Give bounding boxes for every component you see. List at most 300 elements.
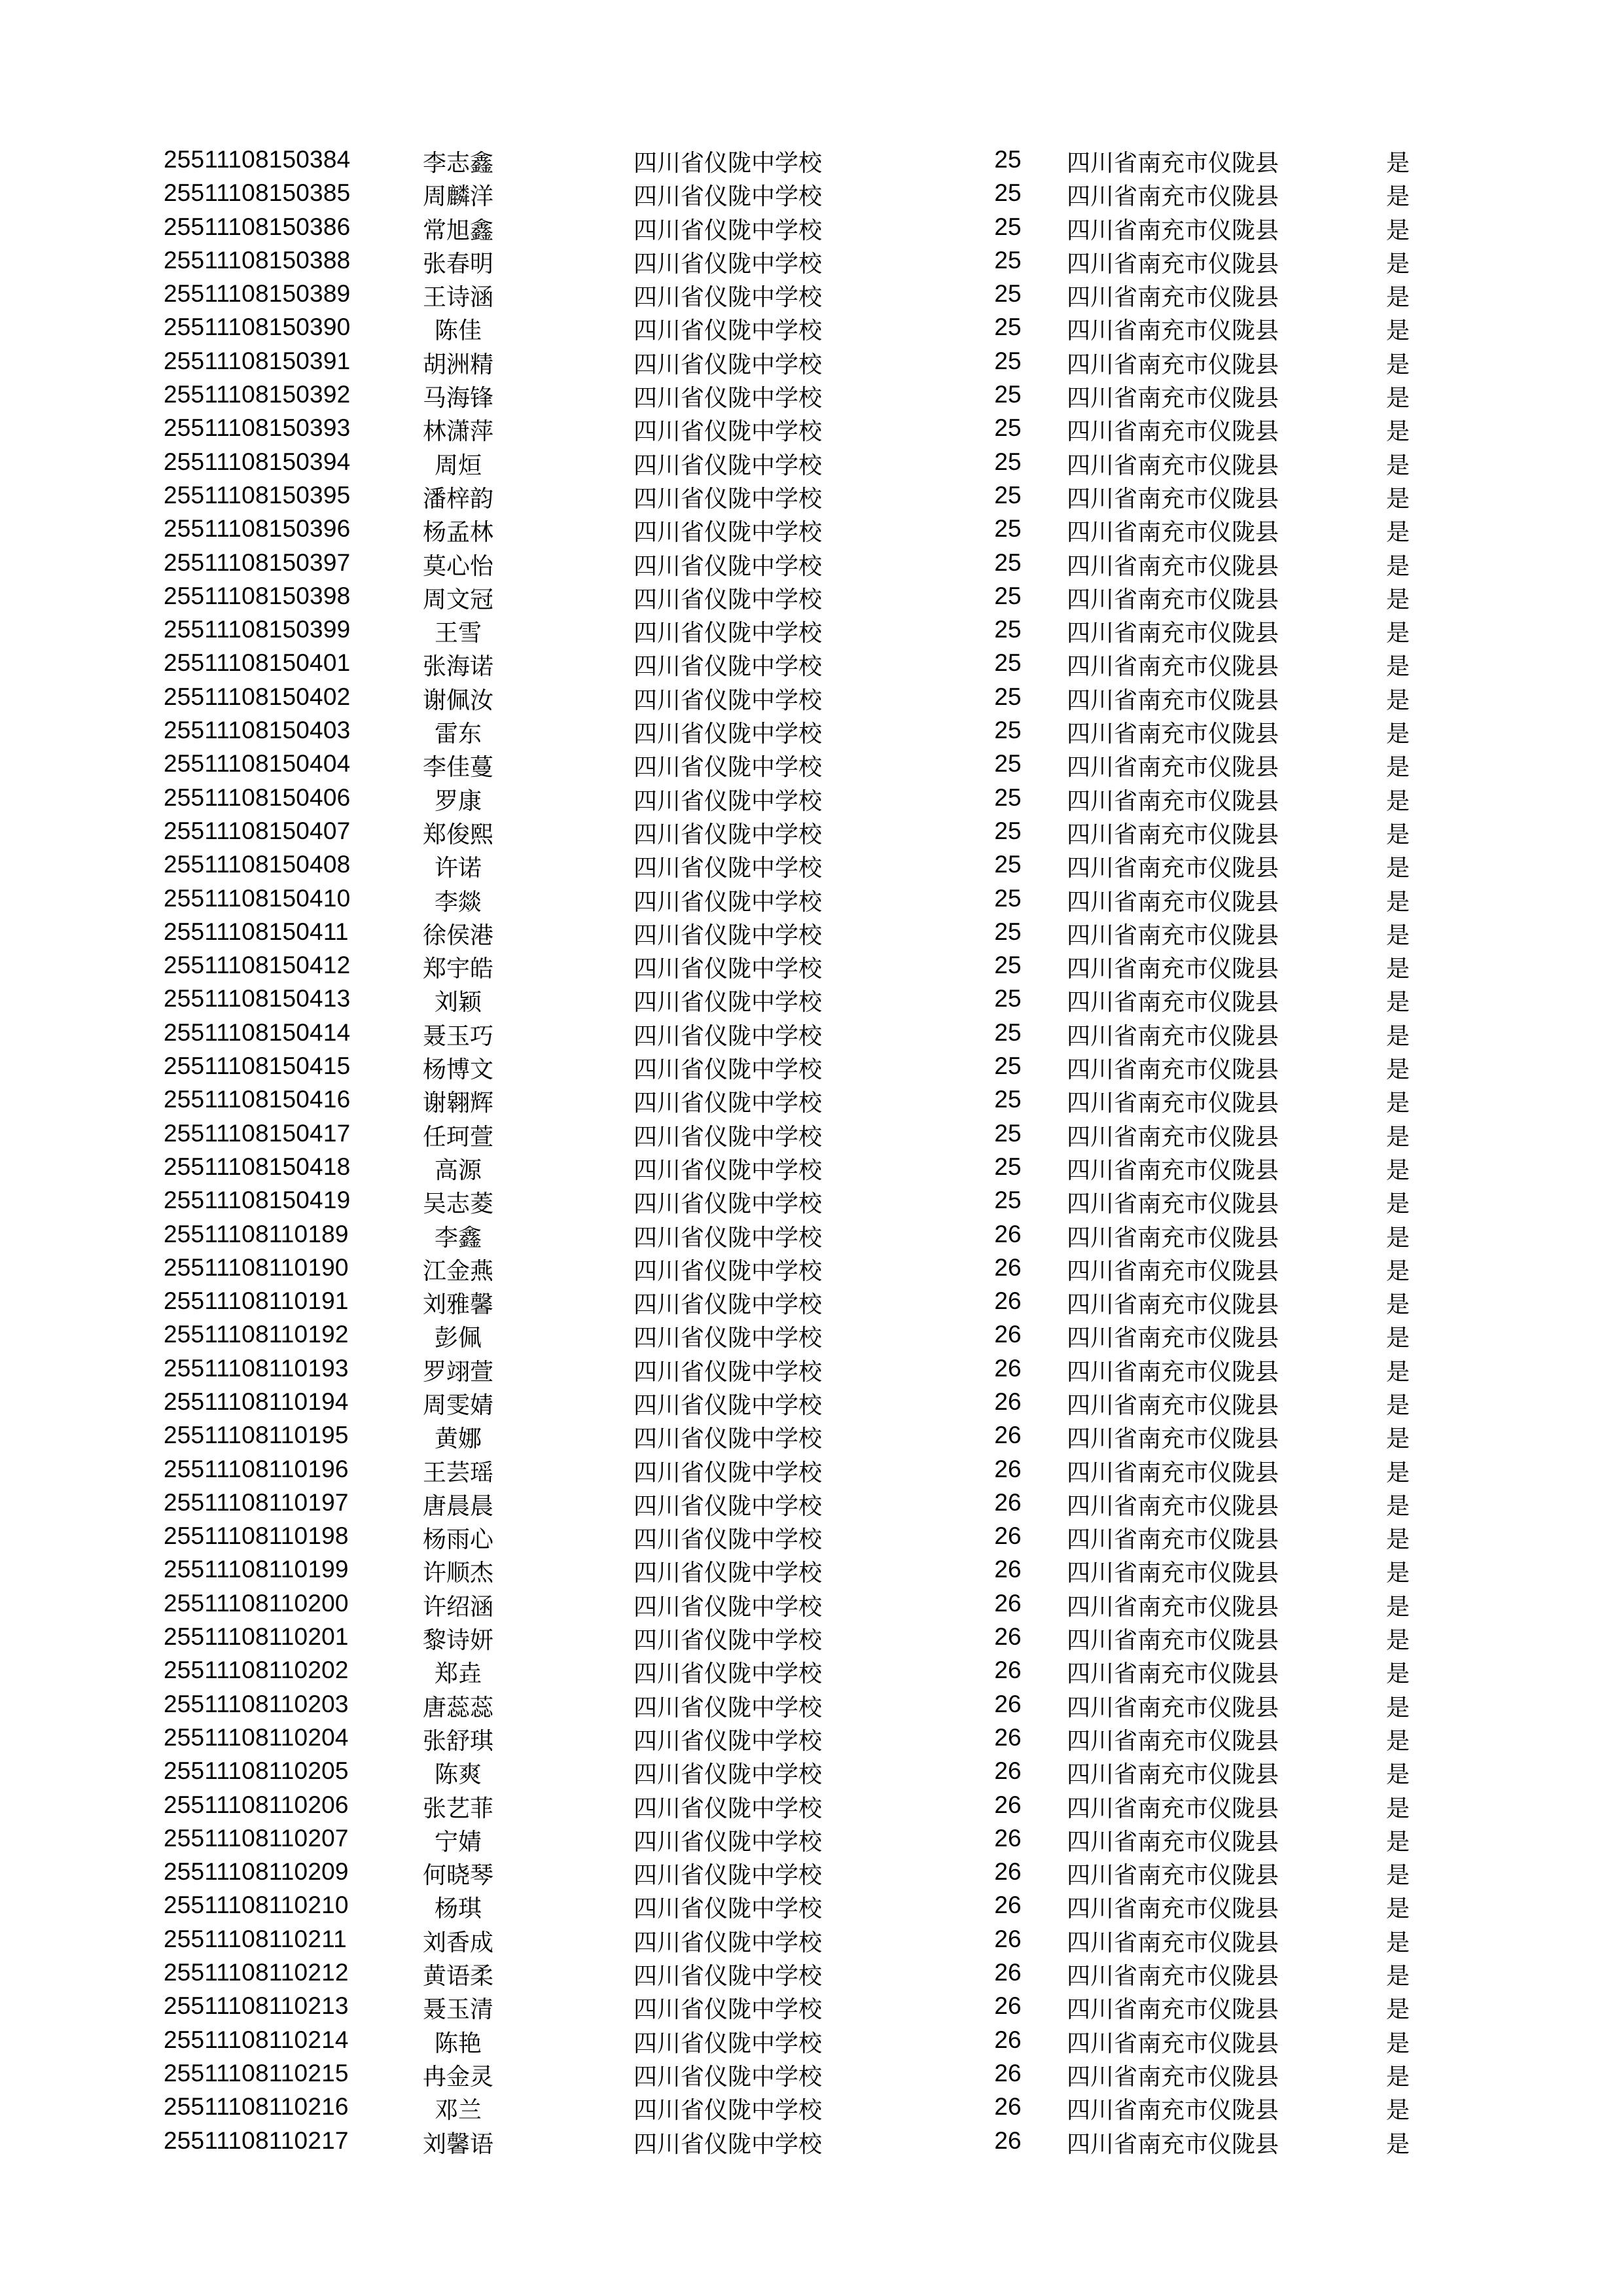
- number-cell: 25: [994, 246, 1022, 274]
- flag-cell: 是: [1386, 1560, 1410, 1587]
- number-cell: 25: [994, 448, 1022, 475]
- student-name-cell: 莫心怡: [422, 552, 493, 580]
- student-name-cell: 陈艳: [434, 2030, 482, 2057]
- region-cell: 四川省南充市仪陇县: [1067, 1862, 1279, 1890]
- exam-id-cell: 25511108150385: [164, 179, 351, 207]
- number-cell: 25: [994, 616, 1022, 643]
- exam-id-cell: 25511108150399: [164, 616, 351, 643]
- exam-id-cell: 25511108150386: [164, 213, 351, 240]
- region-cell: 四川省南充市仪陇县: [1067, 485, 1279, 512]
- region-cell: 四川省南充市仪陇县: [1067, 519, 1279, 547]
- exam-id-cell: 25511108110200: [164, 1589, 349, 1617]
- exam-id-cell: 25511108150417: [164, 1119, 351, 1147]
- exam-id-cell: 25511108110214: [164, 2026, 349, 2053]
- school-cell: 四川省仪陇中学校: [633, 2030, 823, 2057]
- exam-id-cell: 25511108110213: [164, 1992, 349, 2020]
- number-cell: 25: [994, 884, 1022, 912]
- school-cell: 四川省仪陇中学校: [633, 922, 823, 949]
- table-row: [0, 1857, 1623, 1891]
- flag-cell: 是: [1386, 1459, 1410, 1486]
- student-name-cell: 杨雨心: [422, 1526, 493, 1554]
- school-cell: 四川省仪陇中学校: [633, 1727, 823, 1755]
- table-row: [0, 649, 1623, 682]
- region-cell: 四川省南充市仪陇县: [1067, 956, 1279, 983]
- region-cell: 四川省南充市仪陇县: [1067, 1795, 1279, 1822]
- exam-id-cell: 25511108150393: [164, 414, 351, 442]
- region-cell: 四川省南充市仪陇县: [1067, 1660, 1279, 1688]
- number-cell: 25: [994, 1187, 1022, 1214]
- school-cell: 四川省仪陇中学校: [633, 1560, 823, 1587]
- flag-cell: 是: [1386, 1963, 1410, 1990]
- region-cell: 四川省南充市仪陇县: [1067, 1895, 1279, 1923]
- student-name-cell: 周雯婧: [422, 1391, 493, 1419]
- school-cell: 四川省仪陇中学校: [633, 351, 823, 378]
- exam-id-cell: 25511108150392: [164, 381, 351, 408]
- student-name-cell: 李燚: [434, 888, 482, 916]
- school-cell: 四川省仪陇中学校: [633, 183, 823, 211]
- student-name-cell: 聂玉巧: [422, 1022, 493, 1050]
- region-cell: 四川省南充市仪陇县: [1067, 385, 1279, 412]
- number-cell: 25: [994, 481, 1022, 509]
- student-name-cell: 高源: [434, 1157, 482, 1184]
- student-name-cell: 冉金灵: [422, 2063, 493, 2090]
- number-cell: 26: [994, 2059, 1022, 2087]
- number-cell: 25: [994, 851, 1022, 878]
- exam-id-cell: 25511108150410: [164, 884, 351, 912]
- region-cell: 四川省南充市仪陇县: [1067, 2097, 1279, 2125]
- school-cell: 四川省仪陇中学校: [633, 452, 823, 479]
- school-cell: 四川省仪陇中学校: [633, 385, 823, 412]
- student-name-cell: 郑宇皓: [422, 956, 493, 983]
- flag-cell: 是: [1386, 385, 1410, 412]
- student-name-cell: 彭佩: [434, 1325, 482, 1352]
- table-row: [0, 1119, 1623, 1153]
- table-row: [0, 1958, 1623, 1992]
- table-row: [0, 1085, 1623, 1119]
- student-name-cell: 刘馨语: [422, 2130, 493, 2158]
- school-cell: 四川省仪陇中学校: [633, 888, 823, 916]
- flag-cell: 是: [1386, 1325, 1410, 1352]
- table-row: [0, 1690, 1623, 1723]
- school-cell: 四川省仪陇中学校: [633, 956, 823, 983]
- number-cell: 25: [994, 414, 1022, 442]
- flag-cell: 是: [1386, 1391, 1410, 1419]
- number-cell: 25: [994, 1153, 1022, 1180]
- number-cell: 26: [994, 2026, 1022, 2053]
- exam-id-cell: 25511108150412: [164, 952, 351, 979]
- school-cell: 四川省仪陇中学校: [633, 1426, 823, 1453]
- school-cell: 四川省仪陇中学校: [633, 2130, 823, 2158]
- school-cell: 四川省仪陇中学校: [633, 1257, 823, 1285]
- student-name-cell: 李志鑫: [422, 150, 493, 177]
- student-name-cell: 许绍涵: [422, 1593, 493, 1621]
- exam-id-cell: 25511108110206: [164, 1791, 349, 1818]
- region-cell: 四川省南充市仪陇县: [1067, 1560, 1279, 1587]
- student-name-cell: 周烜: [434, 452, 482, 479]
- table-row: [0, 850, 1623, 884]
- flag-cell: 是: [1386, 250, 1410, 278]
- school-cell: 四川省仪陇中学校: [633, 519, 823, 547]
- student-name-cell: 周文冠: [422, 586, 493, 613]
- school-cell: 四川省仪陇中学校: [633, 284, 823, 312]
- student-name-cell: 张艺菲: [422, 1795, 493, 1822]
- number-cell: 26: [994, 1488, 1022, 1516]
- region-cell: 四川省南充市仪陇县: [1067, 1191, 1279, 1218]
- flag-cell: 是: [1386, 586, 1410, 613]
- region-cell: 四川省南充市仪陇县: [1067, 1459, 1279, 1486]
- table-row: [0, 1220, 1623, 1253]
- school-cell: 四川省仪陇中学校: [633, 1593, 823, 1621]
- number-cell: 26: [994, 2093, 1022, 2121]
- student-name-cell: 常旭鑫: [422, 217, 493, 244]
- flag-cell: 是: [1386, 922, 1410, 949]
- table-row: [0, 1052, 1623, 1085]
- number-cell: 26: [994, 1455, 1022, 1482]
- exam-id-cell: 25511108110194: [164, 1388, 349, 1415]
- region-cell: 四川省南充市仪陇县: [1067, 620, 1279, 647]
- exam-id-cell: 25511108150396: [164, 515, 351, 543]
- student-name-cell: 潘梓韵: [422, 485, 493, 512]
- exam-id-cell: 25511108110217: [164, 2126, 349, 2154]
- flag-cell: 是: [1386, 183, 1410, 211]
- region-cell: 四川省南充市仪陇县: [1067, 1963, 1279, 1990]
- school-cell: 四川省仪陇中学校: [633, 150, 823, 177]
- table-row: [0, 1757, 1623, 1790]
- exam-id-cell: 25511108110210: [164, 1892, 349, 1919]
- region-cell: 四川省南充市仪陇县: [1067, 1090, 1279, 1117]
- flag-cell: 是: [1386, 754, 1410, 781]
- flag-cell: 是: [1386, 1727, 1410, 1755]
- flag-cell: 是: [1386, 687, 1410, 714]
- number-cell: 25: [994, 985, 1022, 1013]
- flag-cell: 是: [1386, 855, 1410, 882]
- exam-id-cell: 25511108110197: [164, 1488, 349, 1516]
- region-cell: 四川省南充市仪陇县: [1067, 754, 1279, 781]
- student-name-cell: 陈佳: [434, 317, 482, 345]
- region-cell: 四川省南充市仪陇县: [1067, 284, 1279, 312]
- flag-cell: 是: [1386, 1828, 1410, 1856]
- region-cell: 四川省南充市仪陇县: [1067, 1727, 1279, 1755]
- school-cell: 四川省仪陇中学校: [633, 1492, 823, 1520]
- exam-id-cell: 25511108110193: [164, 1354, 349, 1382]
- student-name-cell: 邓兰: [434, 2097, 482, 2125]
- flag-cell: 是: [1386, 1291, 1410, 1319]
- number-cell: 25: [994, 952, 1022, 979]
- exam-id-cell: 25511108110199: [164, 1556, 349, 1583]
- exam-id-cell: 25511108110189: [164, 1220, 349, 1247]
- table-row: [0, 2126, 1623, 2160]
- region-cell: 四川省南充市仪陇县: [1067, 217, 1279, 244]
- region-cell: 四川省南充市仪陇县: [1067, 1123, 1279, 1151]
- table-row: [0, 1891, 1623, 1924]
- flag-cell: 是: [1386, 217, 1410, 244]
- school-cell: 四川省仪陇中学校: [633, 1963, 823, 1990]
- flag-cell: 是: [1386, 2130, 1410, 2158]
- student-name-cell: 马海锋: [422, 385, 493, 412]
- number-cell: 26: [994, 1690, 1022, 1717]
- region-cell: 四川省南充市仪陇县: [1067, 1426, 1279, 1453]
- school-cell: 四川省仪陇中学校: [633, 485, 823, 512]
- student-name-cell: 徐侯港: [422, 922, 493, 949]
- region-cell: 四川省南充市仪陇县: [1067, 2063, 1279, 2090]
- flag-cell: 是: [1386, 552, 1410, 580]
- school-cell: 四川省仪陇中学校: [633, 1459, 823, 1486]
- school-cell: 四川省仪陇中学校: [633, 855, 823, 882]
- exam-id-cell: 25511108150411: [164, 918, 349, 945]
- region-cell: 四川省南充市仪陇县: [1067, 1761, 1279, 1789]
- number-cell: 26: [994, 1925, 1022, 1952]
- region-cell: 四川省南充市仪陇县: [1067, 552, 1279, 580]
- number-cell: 26: [994, 1723, 1022, 1751]
- student-name-cell: 李鑫: [434, 1224, 482, 1251]
- exam-id-cell: 25511108150414: [164, 1018, 351, 1046]
- school-cell: 四川省仪陇中学校: [633, 687, 823, 714]
- region-cell: 四川省南充市仪陇县: [1067, 1828, 1279, 1856]
- school-cell: 四川省仪陇中学校: [633, 1022, 823, 1050]
- number-cell: 26: [994, 1892, 1022, 1919]
- table-row: [0, 246, 1623, 279]
- exam-id-cell: 25511108110192: [164, 1321, 349, 1348]
- school-cell: 四川省仪陇中学校: [633, 1358, 823, 1386]
- table-row: [0, 380, 1623, 414]
- table-row: [0, 145, 1623, 179]
- number-cell: 26: [994, 1791, 1022, 1818]
- region-cell: 四川省南充市仪陇县: [1067, 1391, 1279, 1419]
- table-row: [0, 1488, 1623, 1522]
- region-cell: 四川省南充市仪陇县: [1067, 1325, 1279, 1352]
- table-row: [0, 1455, 1623, 1488]
- school-cell: 四川省仪陇中学校: [633, 1157, 823, 1184]
- region-cell: 四川省南充市仪陇县: [1067, 1526, 1279, 1554]
- student-name-cell: 唐晨晨: [422, 1492, 493, 1520]
- table-row: [0, 1824, 1623, 1857]
- region-cell: 四川省南充市仪陇县: [1067, 1627, 1279, 1655]
- school-cell: 四川省仪陇中学校: [633, 1123, 823, 1151]
- table-row: [0, 783, 1623, 817]
- region-cell: 四川省南充市仪陇县: [1067, 1593, 1279, 1621]
- number-cell: 25: [994, 381, 1022, 408]
- student-name-cell: 宁婧: [434, 1828, 482, 1856]
- exam-id-cell: 25511108110203: [164, 1690, 349, 1717]
- table-row: [0, 1354, 1623, 1388]
- table-row: [0, 548, 1623, 582]
- student-name-cell: 谢翱辉: [422, 1090, 493, 1117]
- number-cell: 25: [994, 717, 1022, 744]
- number-cell: 26: [994, 1757, 1022, 1785]
- exam-id-cell: 25511108110201: [164, 1623, 349, 1651]
- number-cell: 26: [994, 1321, 1022, 1348]
- exam-id-cell: 25511108150398: [164, 582, 351, 609]
- number-cell: 25: [994, 213, 1022, 240]
- number-cell: 25: [994, 1086, 1022, 1113]
- school-cell: 四川省仪陇中学校: [633, 317, 823, 345]
- exam-id-cell: 25511108150402: [164, 683, 351, 710]
- table-row: [0, 1253, 1623, 1287]
- number-cell: 25: [994, 280, 1022, 308]
- exam-id-cell: 25511108150403: [164, 717, 351, 744]
- student-name-cell: 刘雅馨: [422, 1291, 493, 1319]
- school-cell: 四川省仪陇中学校: [633, 1056, 823, 1084]
- number-cell: 25: [994, 1018, 1022, 1046]
- flag-cell: 是: [1386, 1123, 1410, 1151]
- exam-id-cell: 25511108110209: [164, 1858, 349, 1886]
- exam-id-cell: 25511108110205: [164, 1757, 349, 1785]
- school-cell: 四川省仪陇中学校: [633, 1694, 823, 1721]
- school-cell: 四川省仪陇中学校: [633, 989, 823, 1016]
- table-row: [0, 2092, 1623, 2126]
- number-cell: 25: [994, 649, 1022, 677]
- number-cell: 26: [994, 1824, 1022, 1852]
- number-cell: 26: [994, 1992, 1022, 2020]
- flag-cell: 是: [1386, 1895, 1410, 1923]
- region-cell: 四川省南充市仪陇县: [1067, 855, 1279, 882]
- school-cell: 四川省仪陇中学校: [633, 586, 823, 613]
- exam-id-cell: 25511108110190: [164, 1253, 349, 1281]
- table-row: [0, 1388, 1623, 1421]
- table-row: [0, 1522, 1623, 1555]
- region-cell: 四川省南充市仪陇县: [1067, 1929, 1279, 1956]
- school-cell: 四川省仪陇中学校: [633, 1996, 823, 2024]
- student-name-cell: 王芸瑶: [422, 1459, 493, 1486]
- table-row: [0, 2026, 1623, 2059]
- region-cell: 四川省南充市仪陇县: [1067, 922, 1279, 949]
- student-name-cell: 张舒琪: [422, 1727, 493, 1755]
- exam-id-cell: 25511108150413: [164, 985, 351, 1013]
- number-cell: 26: [994, 2126, 1022, 2154]
- student-name-cell: 唐蕊蕊: [422, 1694, 493, 1721]
- table-row: [0, 615, 1623, 649]
- school-cell: 四川省仪陇中学校: [633, 1761, 823, 1789]
- exam-id-cell: 25511108150389: [164, 280, 351, 308]
- student-name-cell: 林潇萍: [422, 418, 493, 446]
- table-row: [0, 1186, 1623, 1219]
- exam-id-cell: 25511108110215: [164, 2059, 349, 2087]
- student-name-cell: 黎诗妍: [422, 1627, 493, 1655]
- flag-cell: 是: [1386, 1862, 1410, 1890]
- number-cell: 26: [994, 1556, 1022, 1583]
- exam-id-cell: 25511108150391: [164, 347, 351, 374]
- table-row: [0, 1320, 1623, 1354]
- number-cell: 25: [994, 918, 1022, 945]
- student-name-cell: 罗康: [434, 787, 482, 815]
- flag-cell: 是: [1386, 787, 1410, 815]
- flag-cell: 是: [1386, 1224, 1410, 1251]
- table-row: [0, 1421, 1623, 1454]
- table-row: [0, 279, 1623, 313]
- number-cell: 26: [994, 1253, 1022, 1281]
- region-cell: 四川省南充市仪陇县: [1067, 989, 1279, 1016]
- region-cell: 四川省南充市仪陇县: [1067, 1358, 1279, 1386]
- flag-cell: 是: [1386, 485, 1410, 512]
- flag-cell: 是: [1386, 150, 1410, 177]
- region-cell: 四川省南充市仪陇县: [1067, 2130, 1279, 2158]
- number-cell: 26: [994, 1623, 1022, 1651]
- flag-cell: 是: [1386, 1929, 1410, 1956]
- number-cell: 26: [994, 1959, 1022, 1986]
- school-cell: 四川省仪陇中学校: [633, 1828, 823, 1856]
- school-cell: 四川省仪陇中学校: [633, 754, 823, 781]
- exam-id-cell: 25511108110202: [164, 1657, 349, 1684]
- exam-id-cell: 25511108110212: [164, 1959, 349, 1986]
- table-row: [0, 313, 1623, 346]
- student-name-cell: 陈爽: [434, 1761, 482, 1789]
- flag-cell: 是: [1386, 956, 1410, 983]
- student-name-cell: 张春明: [422, 250, 493, 278]
- number-cell: 26: [994, 1522, 1022, 1550]
- school-cell: 四川省仪陇中学校: [633, 418, 823, 446]
- region-cell: 四川省南充市仪陇县: [1067, 1291, 1279, 1319]
- region-cell: 四川省南充市仪陇县: [1067, 1694, 1279, 1721]
- student-name-cell: 何晓琴: [422, 1862, 493, 1890]
- flag-cell: 是: [1386, 1996, 1410, 2024]
- table-row: [0, 414, 1623, 447]
- table-row: [0, 683, 1623, 716]
- school-cell: 四川省仪陇中学校: [633, 1291, 823, 1319]
- number-cell: 25: [994, 683, 1022, 710]
- student-table: [0, 145, 1623, 2160]
- school-cell: 四川省仪陇中学校: [633, 552, 823, 580]
- exam-id-cell: 25511108150408: [164, 851, 351, 878]
- table-row: [0, 1723, 1623, 1757]
- number-cell: 26: [994, 1858, 1022, 1886]
- flag-cell: 是: [1386, 1157, 1410, 1184]
- exam-id-cell: 25511108150384: [164, 146, 351, 173]
- exam-id-cell: 25511108110191: [164, 1287, 349, 1315]
- student-name-cell: 许诺: [434, 855, 482, 882]
- exam-id-cell: 25511108150406: [164, 783, 351, 811]
- table-row: [0, 951, 1623, 984]
- school-cell: 四川省仪陇中学校: [633, 1795, 823, 1822]
- region-cell: 四川省南充市仪陇县: [1067, 888, 1279, 916]
- number-cell: 26: [994, 1220, 1022, 1247]
- flag-cell: 是: [1386, 620, 1410, 647]
- flag-cell: 是: [1386, 1795, 1410, 1822]
- region-cell: 四川省南充市仪陇县: [1067, 653, 1279, 681]
- table-row: [0, 817, 1623, 850]
- table-row: [0, 1555, 1623, 1588]
- number-cell: 26: [994, 1388, 1022, 1415]
- region-cell: 四川省南充市仪陇县: [1067, 721, 1279, 748]
- exam-id-cell: 25511108150404: [164, 750, 351, 778]
- region-cell: 四川省南充市仪陇县: [1067, 787, 1279, 815]
- flag-cell: 是: [1386, 284, 1410, 312]
- region-cell: 四川省南充市仪陇县: [1067, 586, 1279, 613]
- number-cell: 26: [994, 1354, 1022, 1382]
- number-cell: 25: [994, 347, 1022, 374]
- school-cell: 四川省仪陇中学校: [633, 1224, 823, 1251]
- flag-cell: 是: [1386, 452, 1410, 479]
- number-cell: 25: [994, 1052, 1022, 1080]
- exam-id-cell: 25511108150416: [164, 1086, 351, 1113]
- exam-id-cell: 25511108150397: [164, 548, 351, 576]
- flag-cell: 是: [1386, 721, 1410, 748]
- number-cell: 25: [994, 515, 1022, 543]
- flag-cell: 是: [1386, 1761, 1410, 1789]
- number-cell: 25: [994, 146, 1022, 173]
- table-row: [0, 1018, 1623, 1052]
- exam-id-cell: 25511108110204: [164, 1723, 349, 1751]
- student-name-cell: 江金燕: [422, 1257, 493, 1285]
- school-cell: 四川省仪陇中学校: [633, 821, 823, 848]
- student-name-cell: 李佳蔓: [422, 754, 493, 781]
- flag-cell: 是: [1386, 821, 1410, 848]
- student-name-cell: 杨博文: [422, 1056, 493, 1084]
- exam-id-cell: 25511108150388: [164, 246, 351, 274]
- region-cell: 四川省南充市仪陇县: [1067, 183, 1279, 211]
- table-row: [0, 1992, 1623, 2025]
- table-row: [0, 448, 1623, 481]
- school-cell: 四川省仪陇中学校: [633, 620, 823, 647]
